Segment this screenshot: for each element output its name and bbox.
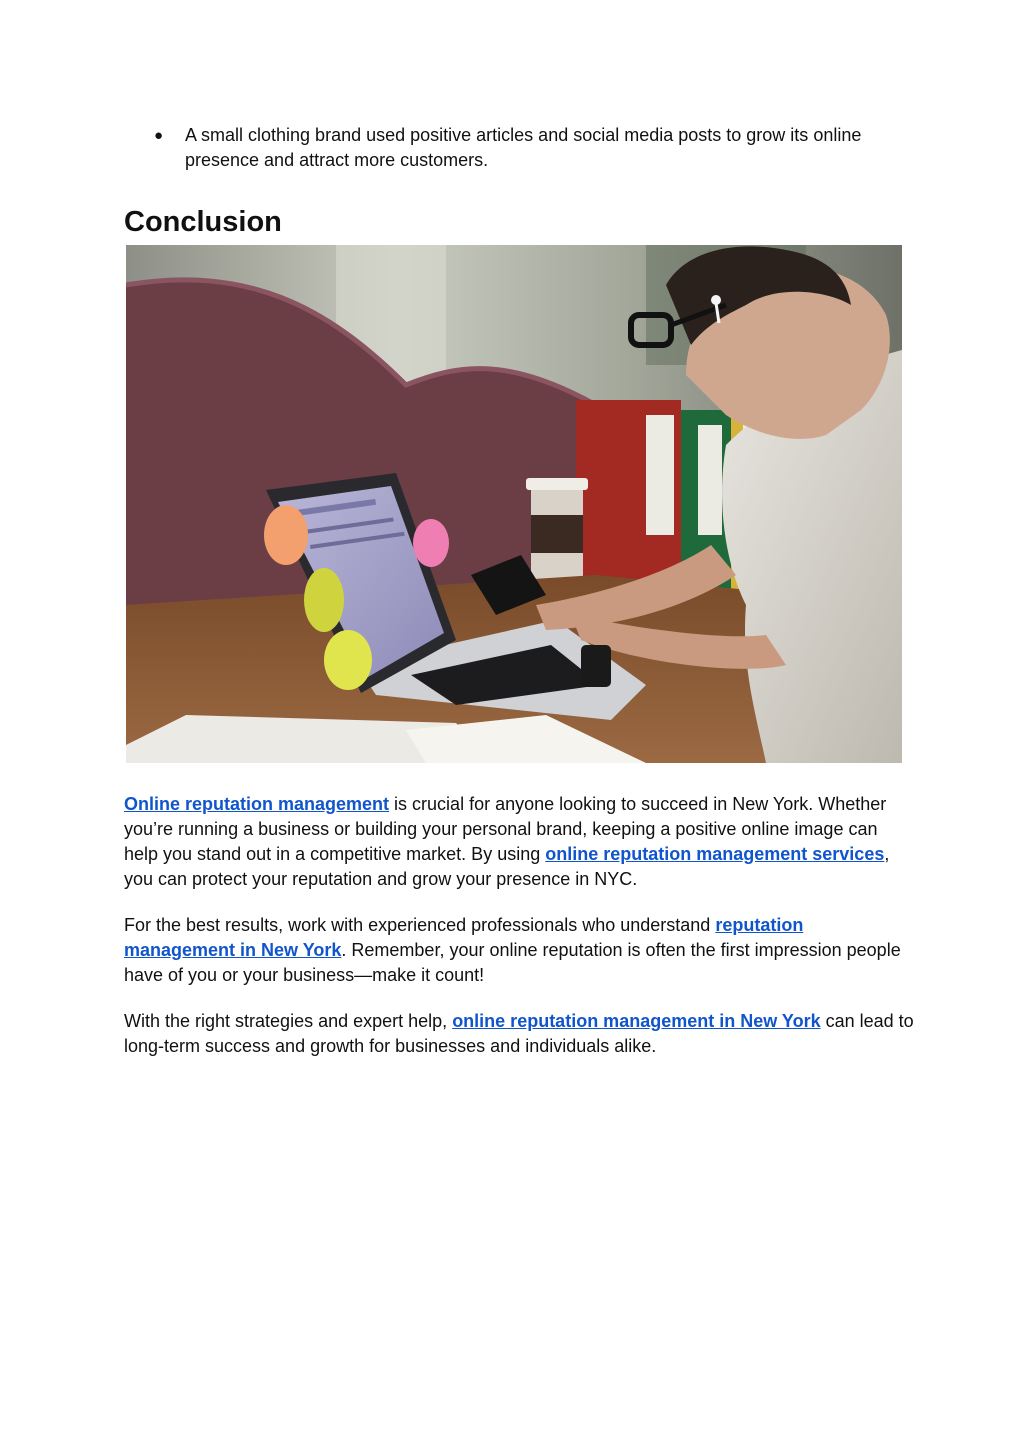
- paragraph-3: [124, 1009, 914, 1059]
- paragraph-1-text-1: is crucial for anyone looking to succeed in New York. Whether you’re running a business or building your personal brand, keeping a positive online image can help you stand out in a competitive market. By using: [124, 794, 887, 864]
- paragraph-1: [124, 792, 914, 892]
- link-online-reputation-management[interactable]: Online reputation management: [124, 794, 390, 814]
- bullet-text: A small clothing brand used positive articles and social media posts to grow its online presence and attract more customers.: [185, 125, 862, 170]
- link-online-reputation-management-services[interactable]: online reputation management services: [545, 844, 885, 864]
- bullet-list-item: [124, 123, 914, 173]
- paragraph-3-text-2: can lead to long-term success and growth for businesses and individuals alike.: [124, 1011, 914, 1056]
- paragraph-2-text-1: For the best results, work with experienced professionals who understand: [124, 915, 716, 935]
- link-reputation-management-new-york[interactable]: reputation management in New York: [124, 915, 804, 960]
- paragraph-2-text-2: . Remember, your online reputation is often the first impression people have of you or your business—make it count!: [124, 940, 901, 985]
- paragraph-1-text-2: , you can protect your reputation and grow your presence in NYC.: [124, 844, 890, 889]
- link-online-reputation-management-new-york[interactable]: online reputation management in New York: [452, 1011, 821, 1031]
- section-heading: Conclusion: [124, 206, 282, 238]
- bullet-marker: ●: [154, 127, 164, 144]
- paragraph-3-text-1: With the right strategies and expert help,: [124, 1011, 453, 1031]
- conclusion-photo: [126, 245, 902, 763]
- paragraph-2: [124, 913, 914, 988]
